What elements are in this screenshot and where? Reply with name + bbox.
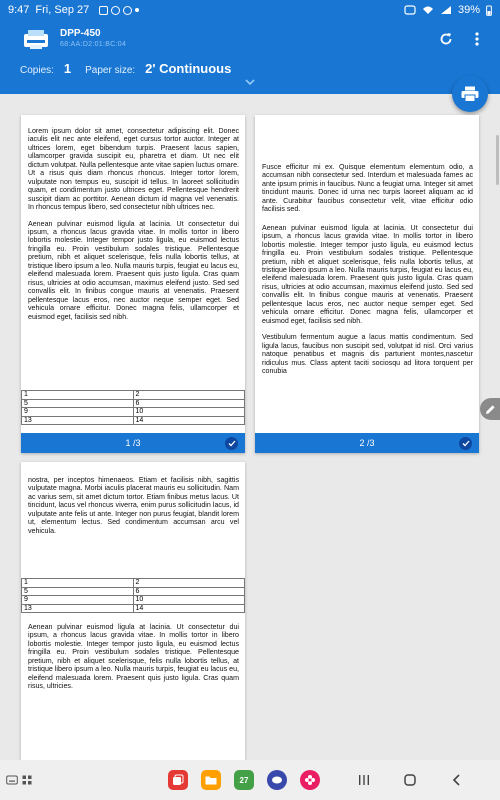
stack-glyph-icon [172,774,184,786]
page-2-paragraph-1: Fusce efficitur mi ex. Quisque elementum elementum odio, a accumsan nibh consectetur sed. Interdum et malesuada fames ac ante ipsum primis in faucibus. Nunc a feugiat urna. Integer sit amet tincidunt mauris. Donec id urna nec turpis laoreet aliquam ac id ante. Curabitur faucibus consectetur velit, vitae efficitur odio facilisis sed. [262,163,473,214]
more-options-button[interactable] [467,29,487,49]
table-cell: 10 [133,596,245,605]
table-cell: 14 [133,604,245,613]
pencil-icon [485,404,496,415]
page-preview-1[interactable] [21,115,245,453]
printer-name[interactable]: DPP-450 [60,28,101,39]
folder-app-icon[interactable] [201,770,221,790]
grid-apps-icon[interactable] [22,775,32,785]
calendar-app-icon[interactable] [234,770,254,790]
page-2-paragraph-3: Vestibulum fermentum augue a lacus mattis condimentum. Sed ligula lacus, faucibus non suscipit sed, volutpat id nisl. Orci varius natoque penatibus et magnis dis parturient montes,nascetur ridiculus mus. Class aptent taciti sociosqu ad litora torquent per conubia [262,333,473,375]
table-row [22,587,245,596]
page-3-table [21,578,245,613]
app-header [0,20,500,94]
table-cell: 5 [22,399,134,408]
print-icon [461,86,479,102]
copies-label: Copies: [20,65,54,76]
refresh-button[interactable] [436,29,456,49]
page-2-paragraph-2: Aenean pulvinar euismod ligula at lacinia. Ut consectetur dui ipsum, a rhoncus lacus gravida vitae. In mollis tortor in libero lobortis molestie. Integer tempor justo ligula, eu euismod lectus fringilla eu. Proin vestibulum sodales tristique. Pellentesque pretium, nibh et aliquet scelerisque, felis nulla lobortis tellus, at tristique libero ipsum a leo. Nulla mauris turpis, feugiat eu lacus eu, eleifend malesuada lorem. Praesent quis justo ligula. Cras quam risus, ultricies at odio accumsan, maximus eleifend justo. Sed sed convallis elit. In finibus congue mauris at venenatis. Praesent pellentesque lacus eros, nec auctor neque semper eget. Sed vehicula ornare efficitur. Donec magna felis, ullamcorper et euismod eget, facilisis sed nibh. [262,223,473,325]
more-vert-icon [474,31,480,47]
page-preview-3[interactable] [21,462,245,760]
page-2-footer [255,433,479,453]
page-1-paragraph-2: Aenean pulvinar euismod ligula at lacinia. Ut consectetur dui ipsum, a rhoncus lacus gravida vitae. In mollis tortor in libero lobortis molestie. Integer tempor justo ligula, eu euismod lectus fringilla eu. Proin vestibulum sodales tristique. Pellentesque pretium, nibh et aliquet scelerisque, felis nulla lobortis tellus, at tristique libero ipsum a leo. Nulla mauris turpis, feugiat eu lacus eu, eleifend malesuada lorem. Praesent quis justo ligula. Cras quam risus, ultricies at odio accumsan, maximus eleifend justo. Sed sed convallis elit. In finibus congue mauris at venenatis. Praesent pellentesque lacus eros, nec auctor neque semper eget. Sed vehicula ornare efficitur. Donec magna felis, ullamcorper et euismod eget, facilisis sed nibh. [28,219,239,321]
page-indicator: 1 /3 [125,438,141,448]
edit-panel-handle[interactable] [480,398,500,420]
table-cell: 6 [133,399,245,408]
messages-app-icon[interactable] [267,770,287,790]
page-1-table [21,390,245,425]
chat-bubble-icon [271,775,283,785]
page-3-paragraph-2: Aenean pulvinar euismod ligula at lacinia. Ut consectetur dui ipsum, a rhoncus lacus gravida vitae. In mollis tortor in libero lobortis molestie. Integer tempor justo ligula, eu euismod lectus fringilla eu. Proin vestibulum sodales tristique. Pellentesque pretium, nibh et aliquet scelerisque, felis nulla lobortis tellus, at tristique libero ipsum a leo. Nulla mauris turpis, feugiat eu lacus eu, eleifend malesuada lorem. Praesent quis justo ligula. Cras quam risus, ultricies. [28,623,239,691]
table-cell: 5 [22,587,134,596]
paper-size-label: Paper size: [85,65,136,76]
table-row [22,579,245,588]
table-row [22,604,245,613]
table-cell: 13 [22,416,134,425]
table-cell: 9 [22,408,134,417]
table-cell: 10 [133,408,245,417]
table-row [22,408,245,417]
page-1-footer [21,433,245,453]
status-bar [0,0,500,20]
table-cell: 1 [22,579,134,588]
battery-level: 39% [457,4,480,16]
page-1-text [28,127,239,321]
table-cell: 1 [22,391,134,400]
page-1-selected-checkbox[interactable] [225,437,238,450]
recent-apps-icon[interactable] [357,773,371,787]
wifi-icon [422,5,434,15]
notification-icon [99,6,108,15]
print-button[interactable] [452,76,488,112]
home-icon[interactable] [403,773,417,787]
folder-glyph-icon [205,775,217,785]
page-3-text-bottom [28,623,239,691]
table-row [22,391,245,400]
battery-icon [486,5,492,16]
alarm-icon [404,5,416,15]
copies-value[interactable]: 1 [63,61,72,76]
chevron-down-icon[interactable] [243,77,257,87]
status-date: Fri, Sep 27 [35,4,90,16]
flower-app-icon[interactable] [300,770,320,790]
check-icon [228,440,236,447]
table-row [22,416,245,425]
more-notifications-icon [135,8,139,12]
flower-glyph-icon [304,774,316,786]
status-time: 9:47 [8,4,30,16]
calendar-day: 27 [239,775,249,785]
printer-address: 68:AA:D2:01:BC:04 [60,41,127,48]
page-1-paragraph-1: Lorem ipsum dolor sit amet, consectetur adipiscing elit. Donec iaculis elit nec ante eleifend, eget cursus tortor auctor. Integer at ultrices lorem, eget bibendum turpis. Praesent lacus sapien, ullamcorper gravida suscipit eu, pharetra et diam. Ut nec elit dictum volutpat. Nulla pellentesque ante vitae sapien luctus ornare. Ut a risus quis diam rhoncus rhoncus. Integer tortor lorem, vulputate non tempus eu, suscipit id tellus. In laoreet sollicitudin quam, et condimentum justo ultrices eget. Pellentesque hendrerit suscipit diam ac porttitor. Aenean dictum id magna vel venenatis. In rhoncus tempus libero, sed consectetur nibh ultrices nec. [28,127,239,212]
table-row [22,596,245,605]
sync-icon [123,6,132,15]
back-icon[interactable] [451,773,463,787]
google-icon [111,6,120,15]
refresh-icon [439,32,453,46]
stack-app-icon[interactable] [168,770,188,790]
paper-size-value[interactable]: 2' Continuous [145,61,232,76]
table-cell: 13 [22,604,134,613]
page-2-selected-checkbox[interactable] [459,437,472,450]
table-cell: 2 [133,391,245,400]
keyboard-icon[interactable] [6,774,18,786]
page-indicator: 2 /3 [359,438,375,448]
table-cell: 14 [133,416,245,425]
printer-icon [22,28,50,50]
page-3-paragraph-1: nostra, per inceptos himenaeos. Etiam et facilisis nibh, sagittis vulputate magna. Morbi iaculis placerat mauris eu sollicitudin. Nam ac varius sem, sit amet dictum tortor. Etiam finibus metus lacus. Ut tincidunt, lacus vel rhoncus viverra, enim purus sollicitudin lacus, id vulputate ante felis ut ante. Integer non purus feugiat, blandit lorem ut, elementum lectus. Sed condimentum accumsan arcu vel vehicula. [28,476,239,535]
table-cell: 9 [22,596,134,605]
check-icon [462,440,470,447]
table-cell: 6 [133,587,245,596]
print-settings-row[interactable] [20,61,245,76]
scrollbar[interactable] [496,135,499,185]
page-2-text [262,163,473,375]
page-3-text-top [28,476,239,535]
table-cell: 2 [133,579,245,588]
page-preview-2[interactable] [255,115,479,453]
table-row [22,399,245,408]
signal-icon [440,5,452,15]
